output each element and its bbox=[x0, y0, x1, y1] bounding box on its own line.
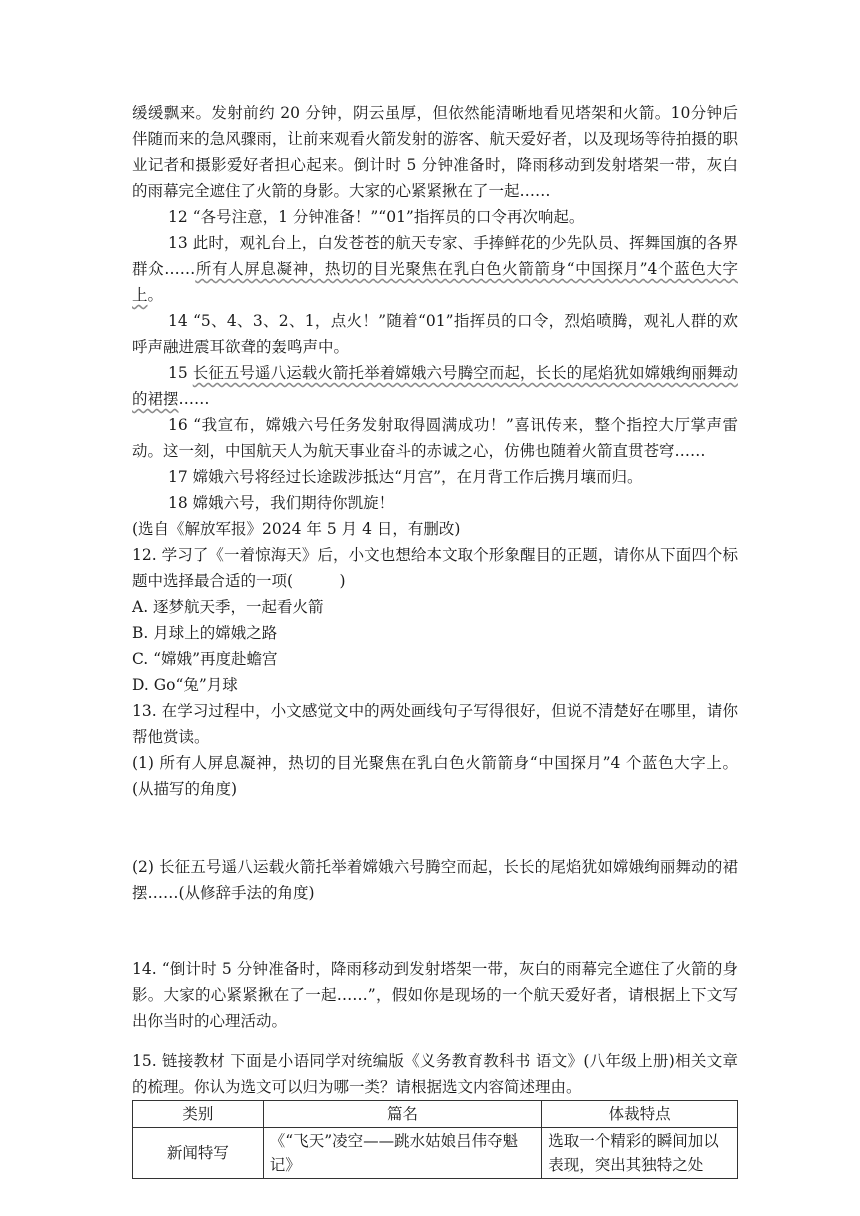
underlined-sentence-1: 所有人屏息凝神，热切的目光聚焦在乳白色火箭箭身“中国探月”4个蓝色大字上 bbox=[132, 260, 738, 304]
paragraph-13-end: 。 bbox=[147, 286, 164, 304]
question-13-sub-2: (2) 长征五号遥八运载火箭托举着嫦娥六号腾空而起，长长的尾焰犹如嫦娥绚丽舞动的裙摆……(从修辞手法的角度) bbox=[132, 858, 738, 902]
answer-space-13-1 bbox=[132, 802, 738, 854]
option-d: D. Go“兔”月球 bbox=[132, 676, 238, 694]
underlined-sentence-2: 长征五号遥八运载火箭托举着嫦娥六号腾空而起，长长的尾焰犹如嫦娥绚丽舞动的裙摆 bbox=[132, 364, 738, 408]
paragraph-13 bbox=[132, 230, 738, 308]
paragraph-13-lead: 13 此时，观礼台上，白发苍苍的航天专家、手捧鲜花的少先队员、挥舞国旗的各界群众…… bbox=[132, 234, 738, 278]
paragraph-18: 18 嫦娥六号，我们期待你凯旋！ bbox=[168, 494, 395, 512]
question-13-sub-1: (1) 所有人屏息凝神，热切的目光聚焦在乳白色火箭箭身“中国探月”4 个蓝色大字上。(从描写的角度) bbox=[132, 754, 738, 798]
paragraph-17: 17 嫦娥六号将经过长途跋涉抵达“月宫”，在月背工作后携月壤而归。 bbox=[168, 468, 643, 486]
table-row bbox=[133, 1128, 738, 1179]
table-cell-title: 《“飞天”凌空——跳水姑娘吕伟夺魁记》 bbox=[263, 1128, 542, 1179]
paragraph-15-end: …… bbox=[178, 390, 210, 408]
option-a: A. 逐梦航天季，一起看火箭 bbox=[132, 598, 324, 616]
paragraph-15 bbox=[132, 360, 738, 412]
option-c: C. “嫦娥”再度赴蟾宫 bbox=[132, 650, 278, 668]
table-header-category: 类别 bbox=[133, 1101, 264, 1128]
answer-space-13-2 bbox=[132, 906, 738, 956]
paragraph-12: 12 “各号注意，1 分钟准备！”“01”指挥员的口令再次响起。 bbox=[168, 208, 585, 226]
table-cell-category: 新闻特写 bbox=[133, 1128, 264, 1179]
passage-intro: 缓缓飘来。发射前约 20 分钟，阴云虽厚，但依然能清晰地看见塔架和火箭。10分钟后伴随而来的急风骤雨，让前来观看火箭发射的游客、航天爱好者，以及现场等待拍摄的职业记者和摄影爱好者担心起来。倒计时 5 分钟准备时，降雨移动到发射塔架一带，灰白的雨幕完全遮住了火箭的身影。大家的心紧紧揪在了一起…… bbox=[132, 104, 738, 200]
paragraph-15-number: 15 bbox=[168, 364, 193, 382]
textbook-table bbox=[132, 1100, 738, 1179]
paragraph-16: 16 “我宣布，嫦娥六号任务发射取得圆满成功！”喜讯传来，整个指控大厅掌声雷动。这一刻，中国航天人为航天事业奋斗的赤诚之心，仿佛也随着火箭直贯苍穹…… bbox=[132, 416, 738, 460]
question-14-stem: 14. “倒计时 5 分钟准备时，降雨移动到发射塔架一带，灰白的雨幕完全遮住了火箭的身影。大家的心紧紧揪在了一起……”，假如你是现场的一个航天爱好者，请根据上下文写出你当时的心理活动。 bbox=[132, 960, 738, 1030]
paragraph-14: 14 “5、4、3、2、1，点火！”随着“01”指挥员的口令，烈焰喷腾，观礼人群的欢呼声融进震耳欲聋的轰鸣声中。 bbox=[132, 312, 738, 356]
source-citation: (选自《解放军报》2024 年 5 月 4 日，有删改) bbox=[132, 520, 461, 538]
table-header-row bbox=[133, 1101, 738, 1128]
exam-page bbox=[132, 100, 738, 1179]
question-15-stem: 15. 链接教材 下面是小语同学对统编版《义务教育教科书 语文》(八年级上册)相关文章的梳理。你认为选文可以归为哪一类？请根据选文内容简述理由。 bbox=[132, 1052, 738, 1096]
table-header-title: 篇名 bbox=[263, 1101, 542, 1128]
table-header-genre-features: 体裁特点 bbox=[542, 1101, 738, 1128]
question-12-stem: 12. 学习了《一着惊海天》后，小文也想给本文取个形象醒目的正题，请你从下面四个标题中选择最合适的一项( ) bbox=[132, 546, 738, 590]
answer-space-14 bbox=[132, 1034, 738, 1048]
table-cell-genre-features: 选取一个精彩的瞬间加以表现，突出其独特之处 bbox=[542, 1128, 738, 1179]
question-13-stem: 13. 在学习过程中，小文感觉文中的两处画线句子写得很好，但说不清楚好在哪里，请你帮他赏读。 bbox=[132, 702, 738, 746]
option-b: B. 月球上的嫦娥之路 bbox=[132, 624, 278, 642]
